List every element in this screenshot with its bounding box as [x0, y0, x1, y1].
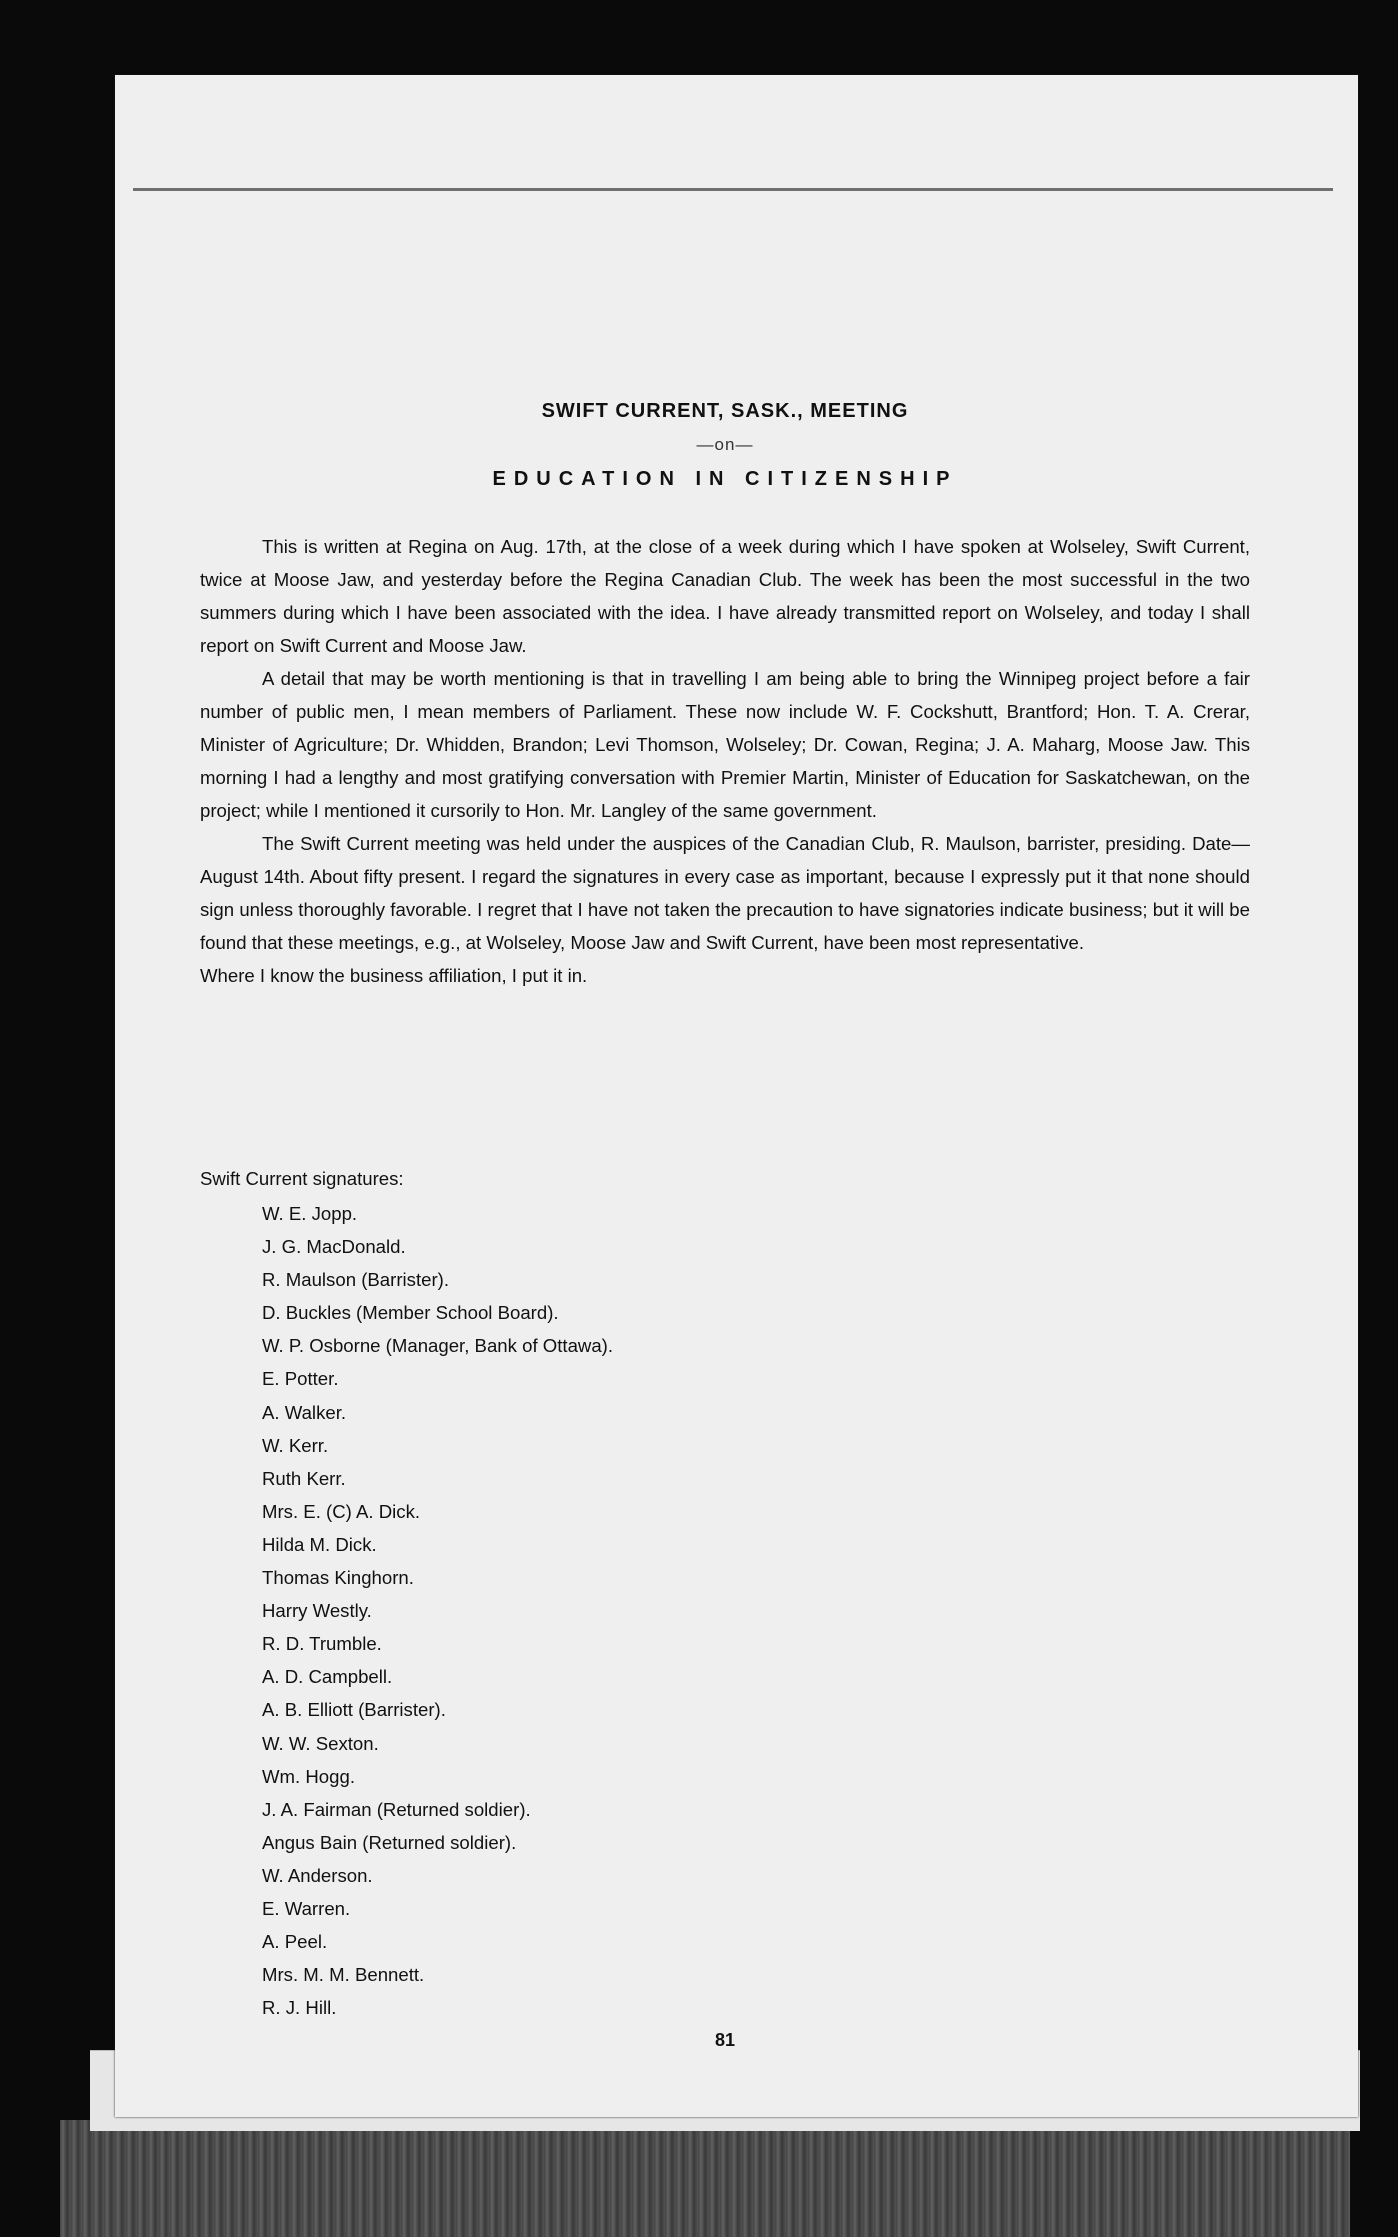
body-paragraph: Where I know the business affiliation, I put it in. — [200, 965, 588, 986]
signature-entry: E. Warren. — [262, 1897, 351, 1919]
signature-entry: Angus Bain (Returned soldier). — [262, 1831, 517, 1853]
document-title-connector: —on— — [696, 435, 754, 454]
signature-entry: W. Anderson. — [262, 1864, 373, 1886]
signature-entry: A. B. Elliott (Barrister). — [262, 1699, 446, 1721]
document-body — [200, 530, 1250, 992]
document-page — [115, 75, 1358, 2117]
document-subtitle: EDUCATION IN CITIZENSHIP — [492, 468, 958, 490]
signature-entry: Mrs. M. M. Bennett. — [262, 1964, 425, 1986]
signatures-list — [262, 1197, 613, 2024]
document-title: SWIFT CURRENT, SASK., MEETING — [541, 400, 909, 422]
signature-entry: Thomas Kinghorn. — [262, 1567, 414, 1589]
signature-entry: Harry Westly. — [262, 1600, 372, 1622]
signature-entry: A. Walker. — [262, 1401, 347, 1423]
signature-entry: A. Peel. — [262, 1931, 328, 1953]
body-paragraph: This is written at Regina on Aug. 17th, at the close of a week during which I have spoken at Wolseley, Swift Current, twice at Moose Jaw, and yesterday before the Regina Canadian Club. The week has been the most successful in the two summers during which I have been associated with the idea. I have already transmitted report on Wolseley, and today I shall report on Swift Current and Moose Jaw. — [200, 536, 1250, 656]
signatures-label: Swift Current signatures: — [200, 1168, 404, 1189]
signature-entry: R. Maulson (Barrister). — [262, 1269, 450, 1291]
page-number: 81 — [714, 2030, 736, 2050]
signature-entry: Ruth Kerr. — [262, 1467, 346, 1489]
signature-entry: W. Kerr. — [262, 1434, 329, 1456]
signature-entry: J. A. Fairman (Returned soldier). — [262, 1798, 531, 1820]
signature-entry: R. J. Hill. — [262, 1997, 337, 2019]
body-paragraph: The Swift Current meeting was held under the auspices of the Canadian Club, R. Maulson, barrister, presiding. Date—August 14th. About fifty present. I regard the signatures in every case as important, because I expressly put it that none should sign unless thoroughly favorable. I regret that I have not taken the precaution to have signatories indicate business; but it will be found that these meetings, e.g., at Wolseley, Moose Jaw and Swift Current, have been most representative. — [200, 833, 1250, 953]
signature-entry: Wm. Hogg. — [262, 1765, 355, 1787]
signature-entry: E. Potter. — [262, 1368, 339, 1390]
signature-entry: R. D. Trumble. — [262, 1633, 382, 1655]
signature-entry: W. P. Osborne (Manager, Bank of Ottawa). — [262, 1335, 614, 1357]
scanner-bed-strip — [60, 2120, 1350, 2237]
signature-entry: A. D. Campbell. — [262, 1666, 393, 1688]
signature-entry: W. W. Sexton. — [262, 1732, 379, 1754]
header-rule — [133, 188, 1333, 191]
signature-entry: J. G. MacDonald. — [262, 1236, 406, 1258]
signature-entry: Mrs. E. (C) A. Dick. — [262, 1500, 421, 1522]
body-paragraph: A detail that may be worth mentioning is that in travelling I am being able to bring the Winnipeg project before a fair number of public men, I mean members of Parliament. These now include W. F. Cockshutt, Brantford; Hon. T. A. Crerar, Minister of Agriculture; Dr. Whidden, Brandon; Levi Thomson, Wolseley; Dr. Cowan, Regina; J. A. Maharg, Moose Jaw. This morning I had a lengthy and most gratifying conversation with Premier Martin, Minister of Education for Saskatchewan, on the project; while I mentioned it cursorily to Hon. Mr. Langley of the same government. — [200, 668, 1250, 821]
signature-entry: W. E. Jopp. — [262, 1203, 358, 1224]
signature-entry: Hilda M. Dick. — [262, 1533, 377, 1555]
signature-entry: D. Buckles (Member School Board). — [262, 1302, 559, 1324]
